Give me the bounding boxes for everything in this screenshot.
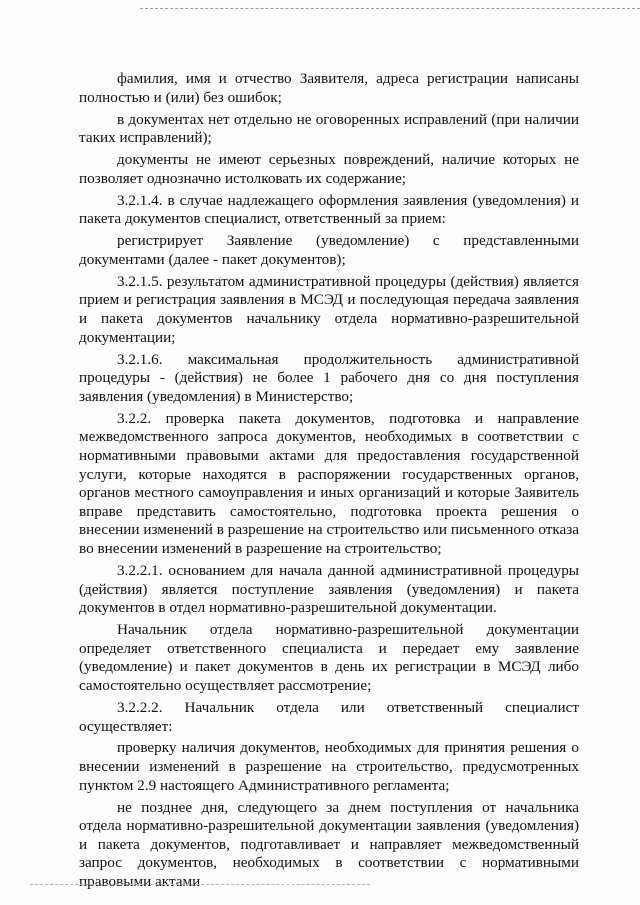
paragraph-3-2-2-1: 3.2.2.1. основанием для начала данной административной процедуры (действия) является поступление заявления (уведомления) и пакета документов в отдел нормативно-разрешительной документации. [79,561,579,617]
paragraph-name-check: фамилия, имя и отчество Заявителя, адреса регистрации написаны полностью и (или) без ошибок; [79,70,579,106]
paragraph-document-check: проверку наличия документов, необходимых для принятия решения о внесении изменений в разрешение на строительство, предусмотренных пунктом 2.9 настоящего Административного регламента; [79,739,579,794]
paragraph-3-2-1-5: 3.2.1.5. результатом административной процедуры (действия) является прием и регистрация заявления в МСЭД и последующая передача заявления и пакета документов начальнику отдела нормативно-разрешительной документации; [79,272,579,346]
paragraph-3-2-1-6: 3.2.1.6. максимальная продолжительность административной процедуры - (действия) не более 1 рабочего дня со дня поступления заявления (уведомления) в Министерство; [79,350,579,405]
document-body [79,70,579,895]
paragraph-3-2-1-4: 3.2.1.4. в случае надлежащего оформления заявления (уведомления) и пакета документов специалист, ответственный за прием: [79,191,579,228]
paragraph-department-head: Начальник отдела нормативно-разрешительной документации определяет ответственного специалиста и передает ему заявление (уведомление) и пакет документов в день их регистрации в МСЭД либо самостоятельно осуществляет рассмотрение; [79,621,579,694]
paragraph-interagency-request: не позднее дня, следующего за днем поступления от начальника отдела нормативно-разрешительной документации заявления (уведомления) и пакета документов, подготавливает и направляет межведомственный запрос документов, необходимых в соответствии с нормативными правовыми актами [79,798,579,891]
scan-edge-top [140,8,640,10]
paragraph-3-2-2: 3.2.2. проверка пакета документов, подготовка и направление межведомственного запроса документов, необходимых в соответствии с нормативными правовыми актами для предоставления государственной услуги, которые находятся в распоряжении государственных органов, органов местного самоуправления и иных организаций и которые Заявитель вправе представить самостоятельно, подготовка проекта решения о внесении изменений в разрешение на строительство или письменного отказа во внесении изменений в разрешение на строительство; [79,409,579,557]
paragraph-3-2-2-2: 3.2.2.2. Начальник отдела или ответственный специалист осуществляет: [79,698,579,735]
paragraph-registration: регистрирует Заявление (уведомление) с представленными документами (далее - пакет документов); [79,232,579,268]
paragraph-no-damage: документы не имеют серьезных повреждений, наличие которых не позволяет однозначно истолковать их содержание; [79,151,579,187]
paragraph-no-corrections: в документах нет отдельно не оговоренных исправлений (при наличии таких исправлений); [79,110,579,147]
scan-edge-bottom [30,884,370,886]
